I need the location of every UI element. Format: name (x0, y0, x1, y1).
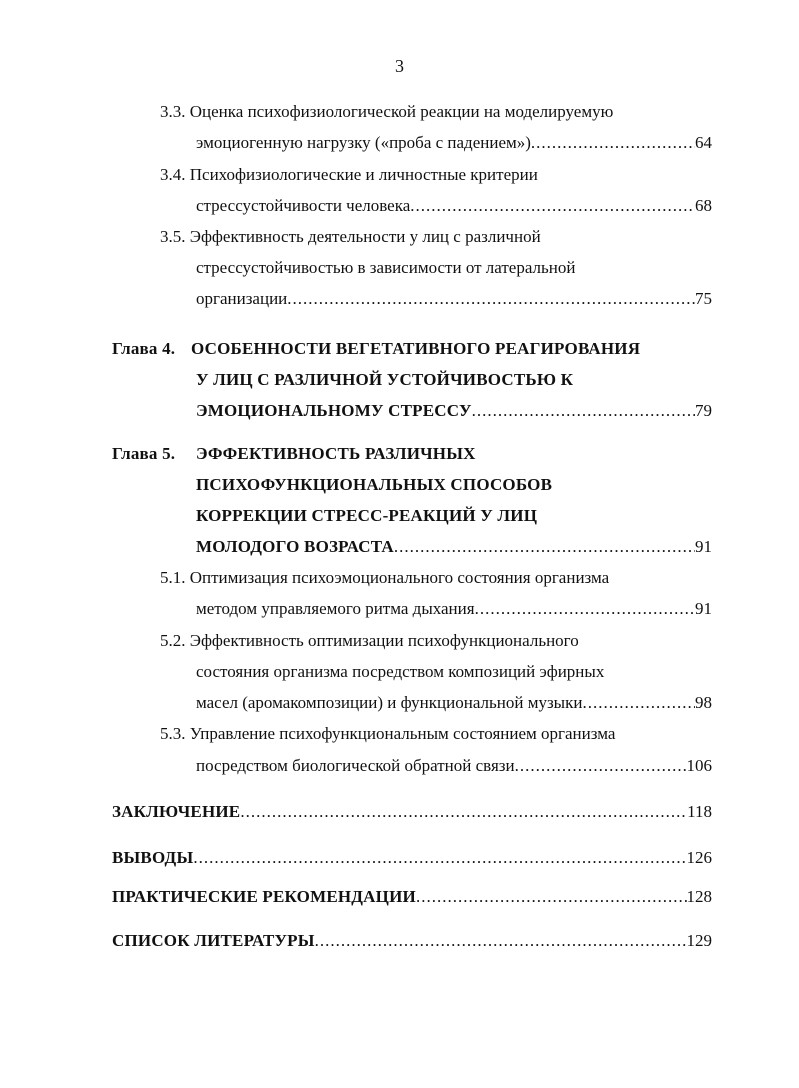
toc-entry-3-5[interactable] (196, 288, 712, 310)
dot-leader (475, 598, 695, 620)
toc-entry-3-3-title: 3.3. Оценка психофизиологической реакции на моделируемую (160, 102, 614, 121)
toc-entry-text: масел (аромакомпозиции) и функциональной музыки (196, 693, 583, 712)
dot-leader (416, 886, 687, 908)
toc-entry-findings[interactable] (112, 847, 712, 869)
toc-page-ref: 68 (695, 196, 712, 215)
chapter-5-title-line3: КОРРЕКЦИИ СТРЕСС-РЕАКЦИЙ У ЛИЦ (196, 506, 538, 525)
chapter-4-title-line2: У ЛИЦ С РАЗЛИЧНОЙ УСТОЙЧИВОСТЬЮ К (196, 370, 574, 389)
toc-page-ref: 129 (686, 931, 712, 950)
page-number: 3 (395, 56, 404, 76)
chapter-5-title-line2: ПСИХОФУНКЦИОНАЛЬНЫХ СПОСОБОВ (196, 475, 553, 494)
toc-entry-3-5-title: 3.5. Эффективность деятельности у лиц с различной (160, 227, 541, 246)
toc-entry-text: методом управляемого ритма дыхания (196, 599, 475, 618)
chapter-5-label: Глава 5. (112, 444, 176, 463)
toc-page-ref: 91 (695, 537, 712, 556)
dot-leader (240, 801, 687, 823)
toc-entry-chapter-5[interactable] (196, 536, 712, 558)
toc-entry-text: посредством биологической обратной связи (196, 756, 515, 775)
dot-leader (410, 195, 695, 217)
toc-entry-5-1[interactable] (196, 598, 712, 620)
chapter-4-label: Глава 4. (112, 339, 176, 358)
toc-entry-5-2[interactable] (196, 692, 712, 714)
toc-entry-text: ЗАКЛЮЧЕНИЕ (112, 802, 241, 821)
dot-leader (193, 847, 686, 869)
toc-entry-5-3[interactable] (196, 755, 712, 777)
dot-leader (394, 536, 695, 558)
dot-leader (287, 288, 695, 310)
toc-entry-text: СПИСОК ЛИТЕРАТУРЫ (112, 931, 315, 950)
chapter-5-title-line1: ЭФФЕКТИВНОСТЬ РАЗЛИЧНЫХ (196, 444, 476, 463)
toc-page-ref: 64 (695, 133, 712, 152)
toc-entry-3-4-title: 3.4. Психофизиологические и личностные критерии (160, 165, 538, 184)
toc-page-ref: 118 (687, 802, 712, 821)
toc-page-ref: 98 (695, 693, 712, 712)
toc-entry-text: эмоциогенную нагрузку («проба с падением») (196, 133, 531, 152)
toc-entry-text: МОЛОДОГО ВОЗРАСТА (196, 537, 394, 556)
dot-leader (515, 755, 687, 777)
toc-entry-3-4[interactable] (196, 195, 712, 217)
toc-entry-5-2-line2: состояния организма посредством композиций эфирных (196, 662, 605, 681)
chapter-4-title-line1: ОСОБЕННОСТИ ВЕГЕТАТИВНОГО РЕАГИРОВАНИЯ (191, 339, 641, 358)
toc-entry-3-5-line2: стрессустойчивостью в зависимости от латеральной (196, 258, 576, 277)
toc-entry-recommendations[interactable] (112, 886, 712, 908)
toc-page-ref: 79 (695, 401, 712, 420)
toc-page-ref: 126 (686, 848, 712, 867)
dot-leader (582, 692, 695, 714)
toc-entry-text: стрессустойчивости человека (196, 196, 411, 215)
dot-leader (531, 132, 695, 154)
dot-leader (472, 400, 695, 422)
toc-entry-5-1-title: 5.1. Оптимизация психоэмоционального состояния организма (160, 568, 610, 587)
toc-entry-chapter-4[interactable] (196, 400, 712, 422)
toc-entry-text: ПРАКТИЧЕСКИЕ РЕКОМЕНДАЦИИ (112, 887, 416, 906)
toc-page-ref: 75 (695, 289, 712, 308)
toc-page-ref: 106 (686, 756, 712, 775)
dot-leader (315, 930, 687, 952)
toc-entry-text: организации (196, 289, 288, 308)
toc-entry-3-3[interactable] (196, 132, 712, 154)
toc-entry-conclusion[interactable] (112, 801, 712, 823)
toc-page-ref: 128 (686, 887, 712, 906)
toc-entry-5-3-title: 5.3. Управление психофункциональным состоянием организма (160, 724, 616, 743)
toc-page-ref: 91 (695, 599, 712, 618)
toc-entry-5-2-title: 5.2. Эффективность оптимизации психофункционального (160, 631, 579, 650)
toc-entry-text: ВЫВОДЫ (112, 848, 194, 867)
toc-entry-references[interactable] (112, 930, 712, 952)
toc-entry-text: ЭМОЦИОНАЛЬНОМУ СТРЕССУ (196, 401, 472, 420)
